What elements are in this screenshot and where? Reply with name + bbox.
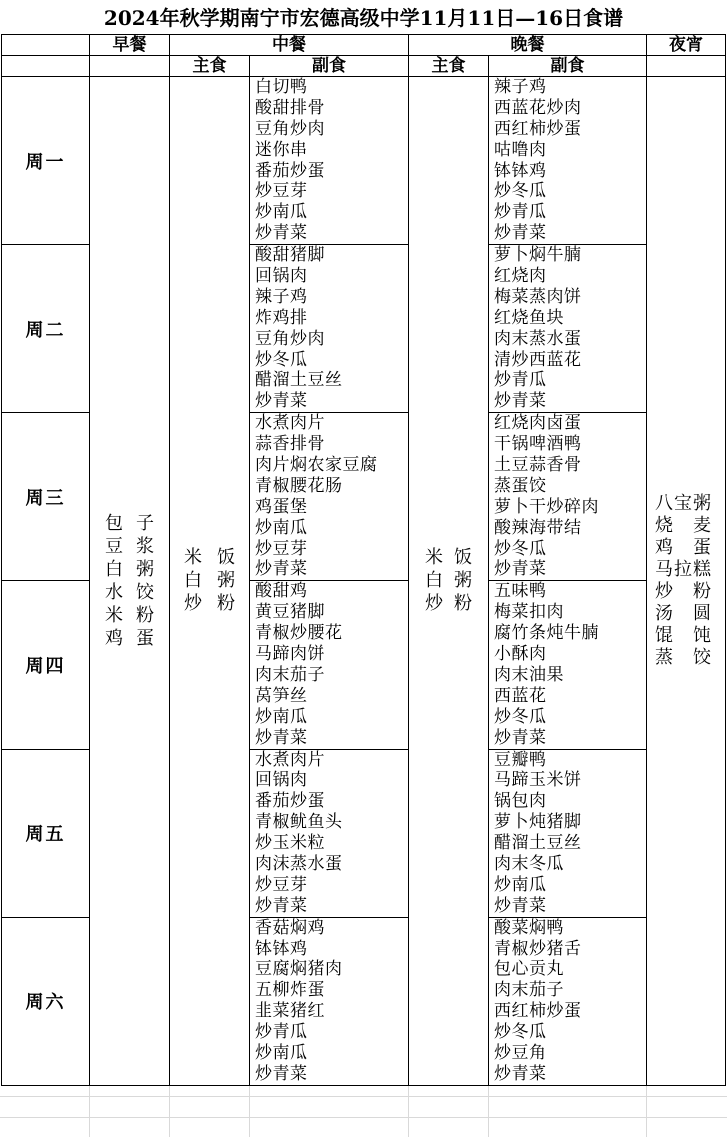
header-blank-breakfast <box>90 56 170 77</box>
lunch-sides-cell <box>250 77 409 245</box>
lunch-staple-char: 炒 <box>184 593 202 615</box>
dinner-staple-char: 粥 <box>454 570 472 592</box>
dinner-staple-char: 米 <box>425 547 443 569</box>
header-dinner-staple: 主食 <box>409 56 489 77</box>
header-dinner: 晚餐 <box>409 35 647 56</box>
breakfast-char: 子 <box>136 512 154 534</box>
dish-item: 水煮肉片 <box>255 749 325 770</box>
dish-item: 豆角炒肉 <box>255 118 325 139</box>
lunch-staple-list <box>177 546 243 615</box>
header-dinner-side: 副食 <box>489 56 647 77</box>
lunch-staple-char: 白 <box>184 570 202 592</box>
dinner-sides-cell <box>489 413 647 581</box>
dinner-staple-char: 白 <box>425 570 443 592</box>
dish-item: 钵钵鸡 <box>494 160 547 181</box>
dish-item: 炒豆角 <box>494 1042 547 1063</box>
dish-item: 炒豆芽 <box>255 538 308 559</box>
day-label: 周二 <box>2 245 90 413</box>
dish-item: 炒南瓜 <box>255 1042 308 1063</box>
late-night-item: 八宝粥 <box>655 492 712 514</box>
dish-item: 回锅肉 <box>255 770 308 791</box>
dish-item: 莴笋丝 <box>255 685 308 706</box>
dinner-staple-cell <box>409 77 489 1086</box>
day-label: 周三 <box>2 413 90 581</box>
day-label: 周五 <box>2 749 90 917</box>
lunch-sides-cell <box>250 245 409 413</box>
header-blank-late-night <box>647 56 726 77</box>
dish-item: 钵钵鸡 <box>255 938 308 959</box>
dish-item: 炒青菜 <box>494 559 547 580</box>
dish-item: 清炒西蓝花 <box>494 349 582 370</box>
dish-item: 炒冬瓜 <box>494 538 547 559</box>
dish-item: 酸甜猪脚 <box>255 245 325 266</box>
lunch-staple-char: 粉 <box>217 593 235 615</box>
breakfast-list <box>99 512 161 650</box>
dish-item: 萝卜干炒碎肉 <box>494 496 599 517</box>
menu-table <box>1 34 726 1086</box>
dish-item: 炒青菜 <box>494 895 547 916</box>
dish-item: 回锅肉 <box>255 266 308 287</box>
late-night-item: 炒 粉 <box>655 580 712 602</box>
dinner-staple-char: 饭 <box>454 547 472 569</box>
dish-item: 豆瓣鸭 <box>494 749 547 770</box>
dish-item: 青椒炒猪舌 <box>494 938 582 959</box>
dish-item: 肉末茄子 <box>494 980 564 1001</box>
dish-item: 五柳炸蛋 <box>255 980 325 1001</box>
dish-item: 萝卜焖牛腩 <box>494 245 582 266</box>
dinner-sides-list <box>489 750 646 917</box>
dish-item: 马蹄玉米饼 <box>494 770 582 791</box>
late-night-item: 鸡 蛋 <box>655 536 712 558</box>
dish-item: 蒸蛋饺 <box>494 475 547 496</box>
lunch-sides-list <box>250 77 408 244</box>
dish-item: 炒南瓜 <box>255 202 308 223</box>
breakfast-cell <box>90 77 170 1086</box>
dish-item: 萝卜炖猪脚 <box>494 812 582 833</box>
dinner-sides-cell <box>489 749 647 917</box>
dish-item: 白切鸭 <box>255 77 308 97</box>
header-corner <box>2 35 90 56</box>
breakfast-char: 米 <box>105 604 123 626</box>
day-label: 周一 <box>2 77 90 245</box>
dish-item: 腐竹条炖牛腩 <box>494 623 599 644</box>
dish-item: 酸甜排骨 <box>255 97 325 118</box>
dish-item: 肉末蒸水蛋 <box>494 328 582 349</box>
dish-item: 炒冬瓜 <box>255 349 308 370</box>
dish-item: 迷你串 <box>255 139 308 160</box>
dish-item: 马蹄肉饼 <box>255 644 325 665</box>
dish-item: 红烧肉 <box>494 266 547 287</box>
dish-item: 咕噜肉 <box>494 139 547 160</box>
breakfast-char: 鸡 <box>105 627 123 649</box>
dish-item: 黄豆猪脚 <box>255 602 325 623</box>
lunch-sides-list <box>250 245 408 412</box>
dish-item: 青椒炒腰花 <box>255 623 343 644</box>
dish-item: 番茄炒蛋 <box>255 160 325 181</box>
breakfast-char: 白 <box>105 558 123 580</box>
dish-item: 青椒腰花肠 <box>255 475 343 496</box>
dish-item: 肉末茄子 <box>255 664 325 685</box>
breakfast-char: 水 <box>105 581 123 603</box>
lunch-sides-cell <box>250 581 409 749</box>
dinner-sides-list <box>489 581 646 748</box>
dinner-sides-list <box>489 245 646 412</box>
dinner-sides-cell <box>489 581 647 749</box>
dish-item: 西蓝花 <box>494 685 547 706</box>
late-night-item: 馄 饨 <box>655 624 712 646</box>
dish-item: 梅菜扣肉 <box>494 602 564 623</box>
empty-sheet-gridlines <box>0 1086 727 1137</box>
dinner-staple-list <box>420 546 478 615</box>
dish-item: 炸鸡排 <box>255 307 308 328</box>
dish-item: 炒豆芽 <box>255 874 308 895</box>
dish-item: 梅菜蒸肉饼 <box>494 286 582 307</box>
dish-item: 西红柿炒蛋 <box>494 118 582 139</box>
dish-item: 炒青菜 <box>494 727 547 748</box>
lunch-sides-list <box>250 581 408 748</box>
dish-item: 炒青瓜 <box>494 202 547 223</box>
dish-item: 炒玉米粒 <box>255 833 325 854</box>
dish-item: 鸡蛋堡 <box>255 496 308 517</box>
breakfast-char: 豆 <box>105 535 123 557</box>
dish-item: 炒青菜 <box>255 727 308 748</box>
header-lunch-side: 副食 <box>250 56 409 77</box>
dish-item: 炒青瓜 <box>494 370 547 391</box>
dish-item: 肉沫蒸水蛋 <box>255 853 343 874</box>
dish-item: 炒冬瓜 <box>494 181 547 202</box>
breakfast-char: 浆 <box>136 535 154 557</box>
dish-item: 肉片焖农家豆腐 <box>255 455 378 476</box>
dinner-sides-list <box>489 77 646 244</box>
dish-item: 醋溜土豆丝 <box>494 833 582 854</box>
breakfast-char: 包 <box>105 512 123 534</box>
breakfast-char: 蛋 <box>136 627 154 649</box>
dish-item: 炒青菜 <box>494 391 547 412</box>
dish-item: 番茄炒蛋 <box>255 791 325 812</box>
dish-item: 酸甜鸡 <box>255 581 308 602</box>
dinner-sides-list <box>489 413 646 580</box>
dish-item: 炒豆芽 <box>255 181 308 202</box>
dish-item: 豆腐焖猪肉 <box>255 959 343 980</box>
dish-item: 炒青菜 <box>255 391 308 412</box>
dish-item: 西红柿炒蛋 <box>494 1001 582 1022</box>
dish-item: 土豆蒜香骨 <box>494 455 582 476</box>
dish-item: 韭菜猪红 <box>255 1001 325 1022</box>
dish-item: 五味鸭 <box>494 581 547 602</box>
dish-item: 豆角炒肉 <box>255 328 325 349</box>
dish-item: 炒南瓜 <box>255 706 308 727</box>
dinner-sides-list <box>489 918 646 1085</box>
dish-item: 干锅啤酒鸭 <box>494 434 582 455</box>
dish-item: 炒青菜 <box>255 223 308 244</box>
dish-item: 红烧鱼块 <box>494 307 564 328</box>
dish-item: 酸辣海带结 <box>494 517 582 538</box>
dinner-sides-cell <box>489 917 647 1085</box>
dish-item: 辣子鸡 <box>494 77 547 97</box>
page-title: 2024年秋学期南宁市宏德高级中学11月11日—16日食谱 <box>103 6 624 30</box>
late-night-item: 蒸 饺 <box>655 646 712 668</box>
lunch-sides-cell <box>250 413 409 581</box>
dinner-sides-cell <box>489 245 647 413</box>
late-night-item: 汤 圆 <box>655 602 712 624</box>
dish-item: 炒青菜 <box>494 223 547 244</box>
breakfast-char: 粉 <box>136 604 154 626</box>
late-night-list <box>647 493 725 669</box>
lunch-sides-list <box>250 413 408 580</box>
header-blank-day <box>2 56 90 77</box>
breakfast-char: 饺 <box>136 581 154 603</box>
dish-item: 醋溜土豆丝 <box>255 370 343 391</box>
dinner-staple-char: 炒 <box>425 593 443 615</box>
header-lunch: 中餐 <box>170 35 409 56</box>
lunch-staple-char: 粥 <box>217 570 235 592</box>
dish-item: 炒青菜 <box>494 1063 547 1084</box>
late-night-item: 烧 麦 <box>655 514 712 536</box>
lunch-staple-cell <box>170 77 250 1086</box>
dish-item: 炒青菜 <box>255 895 308 916</box>
dish-item: 水煮肉片 <box>255 413 325 434</box>
late-night-cell <box>647 77 726 1086</box>
breakfast-char: 粥 <box>136 558 154 580</box>
day-row <box>2 77 726 245</box>
dish-item: 炒南瓜 <box>255 517 308 538</box>
dish-item: 青椒鱿鱼头 <box>255 812 343 833</box>
dish-item: 肉末冬瓜 <box>494 853 564 874</box>
dish-item: 包心贡丸 <box>494 959 564 980</box>
day-label: 周六 <box>2 917 90 1085</box>
day-label: 周四 <box>2 581 90 749</box>
dinner-staple-char: 粉 <box>454 593 472 615</box>
dish-item: 炒青菜 <box>255 1063 308 1084</box>
dish-item: 炒南瓜 <box>494 874 547 895</box>
dish-item: 酸菜焖鸭 <box>494 917 564 938</box>
lunch-sides-cell <box>250 749 409 917</box>
dish-item: 炒冬瓜 <box>494 1022 547 1043</box>
lunch-sides-list <box>250 918 408 1085</box>
header-row-meals <box>2 35 726 56</box>
dish-item: 小酥肉 <box>494 644 547 665</box>
dinner-sides-cell <box>489 77 647 245</box>
dish-item: 西蓝花炒肉 <box>494 97 582 118</box>
dish-item: 锅包肉 <box>494 791 547 812</box>
dish-item: 蒜香排骨 <box>255 434 325 455</box>
header-row-subtypes <box>2 56 726 77</box>
dish-item: 辣子鸡 <box>255 286 308 307</box>
dish-item: 肉末油果 <box>494 664 564 685</box>
header-breakfast: 早餐 <box>90 35 170 56</box>
dish-item: 红烧肉卤蛋 <box>494 413 582 434</box>
header-late-night: 夜宵 <box>647 35 726 56</box>
lunch-staple-char: 饭 <box>217 547 235 569</box>
lunch-staple-char: 米 <box>184 547 202 569</box>
lunch-sides-list <box>250 750 408 917</box>
late-night-item: 马拉糕 <box>655 558 712 580</box>
lunch-sides-cell <box>250 917 409 1085</box>
dish-item: 炒青瓜 <box>255 1022 308 1043</box>
header-lunch-staple: 主食 <box>170 56 250 77</box>
dish-item: 炒青菜 <box>255 559 308 580</box>
dish-item: 炒冬瓜 <box>494 706 547 727</box>
dish-item: 香菇焖鸡 <box>255 917 325 938</box>
